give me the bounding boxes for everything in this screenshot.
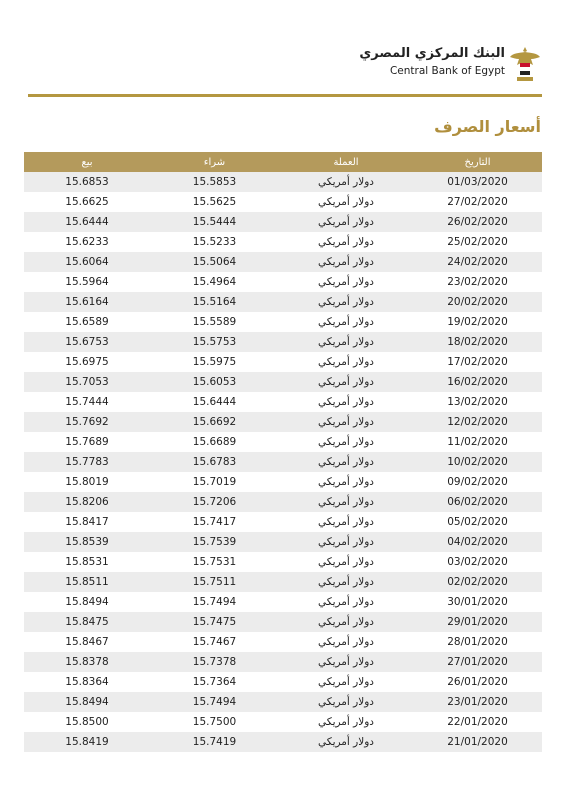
table-row	[24, 632, 542, 652]
cell-date: 17/02/2020	[413, 352, 542, 372]
cell-date: 26/01/2020	[413, 672, 542, 692]
bank-name-arabic: البنك المركزي المصري	[359, 46, 505, 61]
cell-currency: دولار أمريكي	[279, 652, 413, 672]
cell-currency: دولار أمريكي	[279, 412, 413, 432]
cell-date: 13/02/2020	[413, 392, 542, 412]
cell-buy: 15.6689	[150, 432, 279, 452]
cell-date: 06/02/2020	[413, 492, 542, 512]
cell-date: 19/02/2020	[413, 312, 542, 332]
table-row	[24, 392, 542, 412]
cell-date: 03/02/2020	[413, 552, 542, 572]
cell-buy: 15.5625	[150, 192, 279, 212]
cell-sell: 15.8206	[24, 492, 150, 512]
cell-currency: دولار أمريكي	[279, 732, 413, 752]
table-row	[24, 412, 542, 432]
table-row	[24, 372, 542, 392]
cell-date: 18/02/2020	[413, 332, 542, 352]
table-row	[24, 212, 542, 232]
header-divider	[28, 94, 542, 97]
page-title: أسعار الصرف	[434, 117, 541, 136]
cell-sell: 15.8494	[24, 592, 150, 612]
cell-date: 09/02/2020	[413, 472, 542, 492]
cell-buy: 15.7531	[150, 552, 279, 572]
cell-buy: 15.7539	[150, 532, 279, 552]
cell-date: 25/02/2020	[413, 232, 542, 252]
cell-currency: دولار أمريكي	[279, 372, 413, 392]
cell-buy: 15.7494	[150, 692, 279, 712]
cell-buy: 15.5164	[150, 292, 279, 312]
cell-currency: دولار أمريكي	[279, 252, 413, 272]
cell-buy: 15.5233	[150, 232, 279, 252]
cell-sell: 15.7053	[24, 372, 150, 392]
cell-currency: دولار أمريكي	[279, 272, 413, 292]
cell-currency: دولار أمريكي	[279, 192, 413, 212]
cell-buy: 15.7417	[150, 512, 279, 532]
cell-currency: دولار أمريكي	[279, 592, 413, 612]
column-header-buy: شراء	[150, 152, 279, 172]
table-row	[24, 452, 542, 472]
cell-date: 27/02/2020	[413, 192, 542, 212]
cell-sell: 15.8531	[24, 552, 150, 572]
cell-buy: 15.7511	[150, 572, 279, 592]
table-row	[24, 732, 542, 752]
cell-sell: 15.7444	[24, 392, 150, 412]
table-row	[24, 692, 542, 712]
table-row	[24, 672, 542, 692]
table-row	[24, 252, 542, 272]
cell-currency: دولار أمريكي	[279, 532, 413, 552]
cell-sell: 15.6064	[24, 252, 150, 272]
table-row	[24, 592, 542, 612]
cell-currency: دولار أمريكي	[279, 672, 413, 692]
table-row	[24, 172, 542, 192]
cell-currency: دولار أمريكي	[279, 472, 413, 492]
cell-currency: دولار أمريكي	[279, 432, 413, 452]
cell-buy: 15.7494	[150, 592, 279, 612]
cell-sell: 15.8419	[24, 732, 150, 752]
table-header-row	[24, 152, 542, 172]
table-row	[24, 272, 542, 292]
cell-date: 26/02/2020	[413, 212, 542, 232]
cell-buy: 15.7419	[150, 732, 279, 752]
cell-sell: 15.8511	[24, 572, 150, 592]
table-row	[24, 352, 542, 372]
cell-currency: دولار أمريكي	[279, 692, 413, 712]
cell-currency: دولار أمريكي	[279, 632, 413, 652]
cell-buy: 15.5444	[150, 212, 279, 232]
cell-date: 23/02/2020	[413, 272, 542, 292]
cell-sell: 15.8475	[24, 612, 150, 632]
cell-currency: دولار أمريكي	[279, 512, 413, 532]
cell-buy: 15.5753	[150, 332, 279, 352]
cell-currency: دولار أمريكي	[279, 552, 413, 572]
table-row	[24, 312, 542, 332]
cell-sell: 15.8500	[24, 712, 150, 732]
cell-sell: 15.5964	[24, 272, 150, 292]
cell-buy: 15.7206	[150, 492, 279, 512]
cell-sell: 15.8378	[24, 652, 150, 672]
cell-sell: 15.8019	[24, 472, 150, 492]
cell-buy: 15.7467	[150, 632, 279, 652]
cell-date: 21/01/2020	[413, 732, 542, 752]
table-row	[24, 712, 542, 732]
cell-currency: دولار أمريكي	[279, 712, 413, 732]
cell-date: 11/02/2020	[413, 432, 542, 452]
cell-sell: 15.7783	[24, 452, 150, 472]
cell-buy: 15.7500	[150, 712, 279, 732]
cell-date: 04/02/2020	[413, 532, 542, 552]
cell-date: 27/01/2020	[413, 652, 542, 672]
exchange-rates-table	[24, 152, 542, 752]
cell-sell: 15.8364	[24, 672, 150, 692]
cell-currency: دولار أمريكي	[279, 212, 413, 232]
cell-buy: 15.5064	[150, 252, 279, 272]
cell-buy: 15.5975	[150, 352, 279, 372]
cell-currency: دولار أمريكي	[279, 332, 413, 352]
cell-buy: 15.7475	[150, 612, 279, 632]
cell-date: 28/01/2020	[413, 632, 542, 652]
table-row	[24, 332, 542, 352]
cell-currency: دولار أمريكي	[279, 312, 413, 332]
cell-date: 16/02/2020	[413, 372, 542, 392]
cell-sell: 15.8494	[24, 692, 150, 712]
cell-sell: 15.6164	[24, 292, 150, 312]
cell-date: 10/02/2020	[413, 452, 542, 472]
cell-date: 01/03/2020	[413, 172, 542, 192]
table-row	[24, 572, 542, 592]
cell-currency: دولار أمريكي	[279, 352, 413, 372]
table-row	[24, 652, 542, 672]
cell-currency: دولار أمريكي	[279, 572, 413, 592]
cell-buy: 15.7019	[150, 472, 279, 492]
eagle-emblem-icon	[509, 45, 541, 83]
cell-sell: 15.6975	[24, 352, 150, 372]
column-header-currency: العملة	[279, 152, 413, 172]
cell-sell: 15.6444	[24, 212, 150, 232]
cell-buy: 15.5853	[150, 172, 279, 192]
cell-date: 29/01/2020	[413, 612, 542, 632]
cell-sell: 15.8467	[24, 632, 150, 652]
table-row	[24, 532, 542, 552]
table-row	[24, 612, 542, 632]
table-row	[24, 552, 542, 572]
table-row	[24, 432, 542, 452]
cell-sell: 15.6589	[24, 312, 150, 332]
cell-sell: 15.7689	[24, 432, 150, 452]
table-row	[24, 192, 542, 212]
cell-buy: 15.6053	[150, 372, 279, 392]
cell-currency: دولار أمريكي	[279, 172, 413, 192]
cell-sell: 15.6625	[24, 192, 150, 212]
logo-text	[359, 45, 505, 79]
cell-date: 12/02/2020	[413, 412, 542, 432]
cell-buy: 15.6692	[150, 412, 279, 432]
cell-sell: 15.6853	[24, 172, 150, 192]
cell-currency: دولار أمريكي	[279, 392, 413, 412]
bank-logo	[359, 45, 541, 85]
cell-currency: دولار أمريكي	[279, 452, 413, 472]
table-row	[24, 232, 542, 252]
column-header-date: التاريخ	[413, 152, 542, 172]
bank-name-english: Central Bank of Egypt	[389, 65, 505, 77]
cell-sell: 15.8417	[24, 512, 150, 532]
table-body	[24, 172, 542, 752]
cell-currency: دولار أمريكي	[279, 612, 413, 632]
cell-date: 30/01/2020	[413, 592, 542, 612]
cell-sell: 15.6753	[24, 332, 150, 352]
cell-buy: 15.7364	[150, 672, 279, 692]
cell-currency: دولار أمريكي	[279, 492, 413, 512]
cell-date: 02/02/2020	[413, 572, 542, 592]
cell-sell: 15.7692	[24, 412, 150, 432]
cell-date: 23/01/2020	[413, 692, 542, 712]
cell-buy: 15.6444	[150, 392, 279, 412]
cell-buy: 15.7378	[150, 652, 279, 672]
cell-date: 05/02/2020	[413, 512, 542, 532]
cell-sell: 15.8539	[24, 532, 150, 552]
table-row	[24, 472, 542, 492]
table-row	[24, 492, 542, 512]
cell-date: 20/02/2020	[413, 292, 542, 312]
cell-sell: 15.6233	[24, 232, 150, 252]
cell-buy: 15.5589	[150, 312, 279, 332]
cell-currency: دولار أمريكي	[279, 292, 413, 312]
cell-buy: 15.6783	[150, 452, 279, 472]
cell-currency: دولار أمريكي	[279, 232, 413, 252]
cell-buy: 15.4964	[150, 272, 279, 292]
cell-date: 22/01/2020	[413, 712, 542, 732]
column-header-sell: بيع	[24, 152, 150, 172]
cell-date: 24/02/2020	[413, 252, 542, 272]
table-row	[24, 512, 542, 532]
table-row	[24, 292, 542, 312]
